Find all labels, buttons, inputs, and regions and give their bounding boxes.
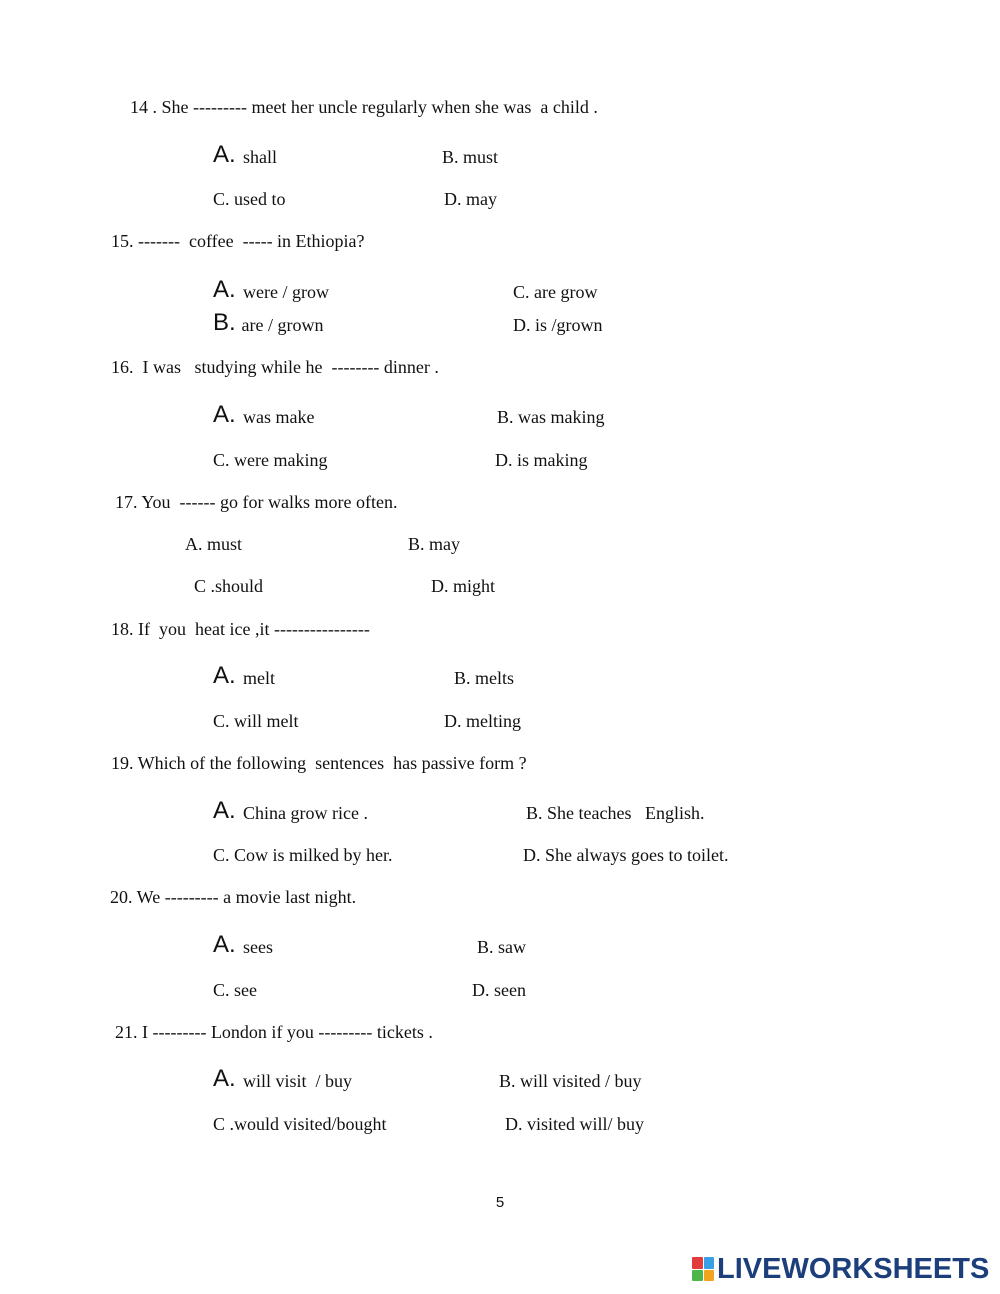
q20-option-b[interactable]: B. saw — [477, 937, 526, 957]
q17-option-b[interactable]: B. may — [408, 534, 460, 554]
logo-tile — [692, 1270, 703, 1282]
q20-option-a-letter: A. — [213, 931, 236, 958]
liveworksheets-logo-icon — [692, 1257, 714, 1281]
q18-option-b[interactable]: B. melts — [454, 668, 515, 688]
q19-option-b[interactable]: B. She teaches English. — [526, 803, 705, 823]
q14-option-a[interactable]: shall — [243, 147, 277, 167]
q19-option-d[interactable]: D. She always goes to toilet. — [523, 845, 729, 865]
q19-option-c[interactable]: C. Cow is milked by her. — [213, 845, 393, 865]
q18-option-d[interactable]: D. melting — [444, 711, 521, 731]
q18-option-a-letter: A. — [213, 662, 236, 689]
q21-option-c[interactable]: C .would visited/bought — [213, 1114, 387, 1134]
logo-tile — [692, 1257, 703, 1269]
q14-option-d[interactable]: D. may — [444, 189, 497, 209]
q19-option-a[interactable]: China grow rice . — [243, 803, 368, 823]
q21-option-d[interactable]: D. visited will/ buy — [505, 1114, 644, 1134]
question-14-stem: 14 . She --------- meet her uncle regularly when she was a child . — [130, 97, 598, 117]
q16-option-a-letter: A. — [213, 401, 236, 428]
question-16-stem: 16. I was studying while he -------- dinner . — [111, 357, 439, 377]
logo-tile — [704, 1270, 715, 1282]
q15-option-b-letter: B. — [213, 309, 236, 336]
q14-option-c[interactable]: C. used to — [213, 189, 286, 209]
q15-option-d[interactable]: D. is /grown — [513, 315, 603, 335]
q17-option-c[interactable]: C .should — [194, 576, 264, 596]
q16-option-b[interactable]: B. was making — [497, 407, 605, 427]
question-18-stem: 18. If you heat ice ,it ---------------- — [111, 619, 370, 639]
q16-option-d[interactable]: D. is making — [495, 450, 588, 470]
liveworksheets-logo[interactable] — [692, 1252, 989, 1286]
q21-option-a[interactable]: will visit / buy — [243, 1071, 353, 1091]
q19-option-a-letter: A. — [213, 797, 236, 824]
question-20-stem: 20. We --------- a movie last night. — [110, 887, 357, 907]
q18-option-a[interactable]: melt — [243, 668, 275, 688]
q15-option-a[interactable]: were / grow — [243, 282, 329, 302]
q16-option-a[interactable]: was make — [243, 407, 315, 427]
page-number: 5 — [495, 1194, 505, 1211]
q16-option-c[interactable]: C. were making — [213, 450, 328, 470]
q20-option-a[interactable]: sees — [243, 937, 273, 957]
q15-option-a-letter: A. — [213, 276, 236, 303]
logo-tile — [704, 1257, 715, 1269]
q20-option-c[interactable]: C. see — [213, 980, 257, 1000]
q15-option-c[interactable]: C. are grow — [513, 282, 598, 302]
q17-option-d[interactable]: D. might — [431, 576, 496, 596]
q21-option-b[interactable]: B. will visited / buy — [499, 1071, 642, 1091]
question-19-stem: 19. Which of the following sentences has passive form ? — [111, 753, 527, 773]
q14-option-b[interactable]: B. must — [442, 147, 499, 167]
q18-option-c[interactable]: C. will melt — [213, 711, 299, 731]
q20-option-d[interactable]: D. seen — [472, 980, 526, 1000]
brand-name: LIVEWORKSHEETS — [717, 1252, 990, 1285]
question-15-stem: 15. ------- coffee ----- in Ethiopia? — [111, 231, 365, 251]
q17-option-a[interactable]: A. must — [185, 534, 243, 554]
question-17-stem: 17. You ------ go for walks more often. — [115, 492, 398, 512]
question-21-stem: 21. I --------- London if you --------- tickets . — [115, 1022, 433, 1042]
q21-option-a-letter: A. — [213, 1065, 236, 1092]
q15-option-b[interactable]: are / grown — [237, 315, 324, 335]
q14-option-a-letter: A. — [213, 141, 236, 168]
